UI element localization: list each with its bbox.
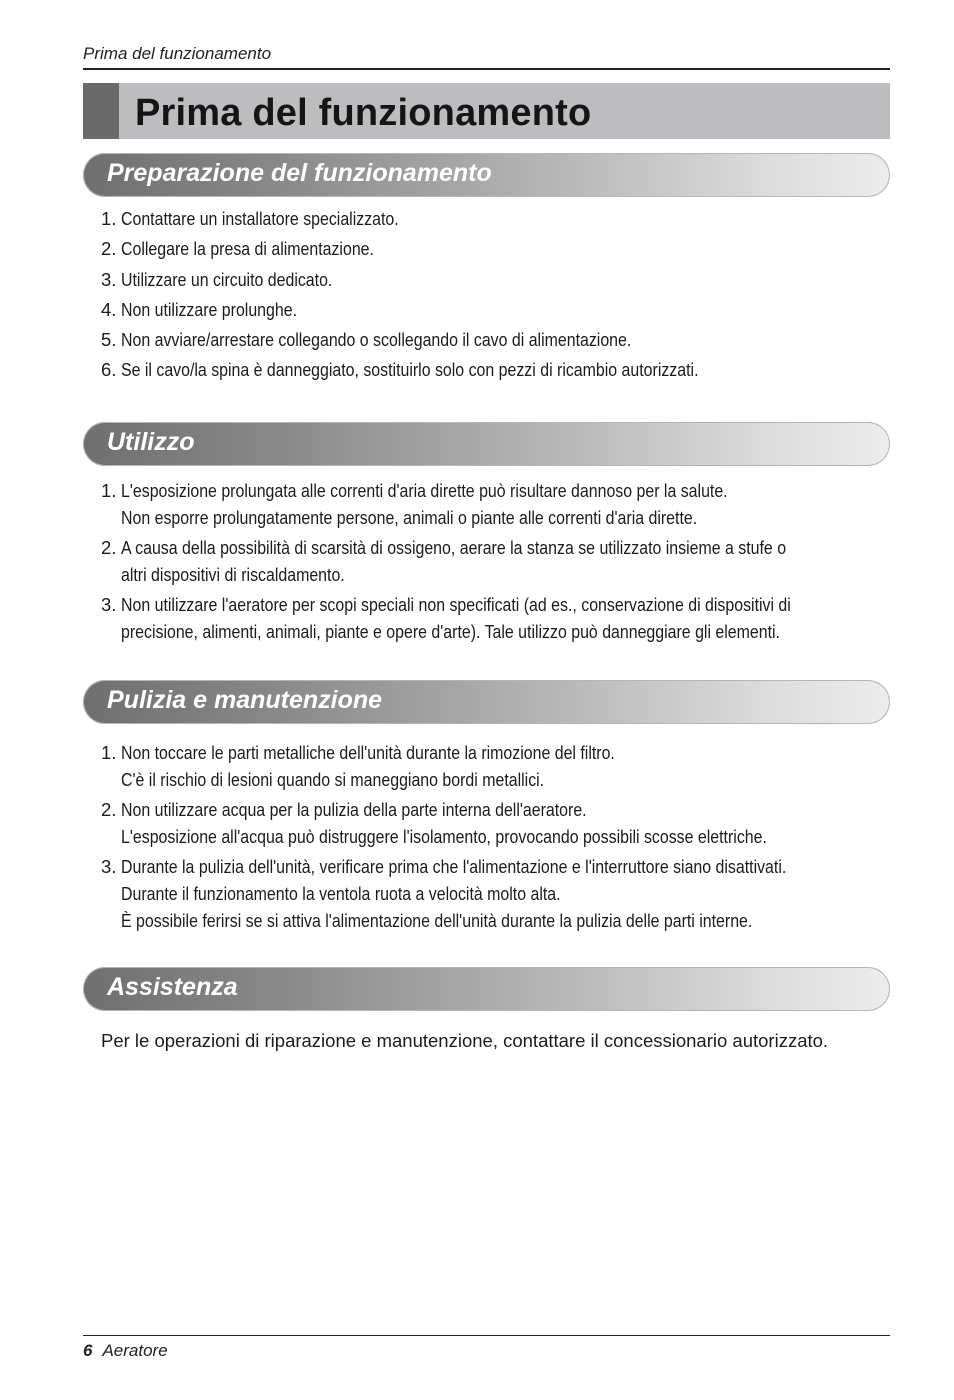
list-utilizzo [101, 477, 891, 648]
list-item: 3. Durante la pulizia dell'unità, verificare prima che l'alimentazione e l'interruttore siano disattivati. Durante il funzionamento la ventola ruota a velocità molto alta. È possibile ferirsi se si attiva l'alimentazione dell'unità durante la pulizia delle parti interne. [101, 856, 787, 931]
running-header: Prima del funzionamento [83, 44, 890, 70]
list-item: 1. Non toccare le parti metalliche dell'unità durante la rimozione del filtro. C'è il rischio di lesioni quando si maneggiano bordi metallici. [101, 742, 615, 790]
list-pulizia [101, 739, 891, 937]
section-header-assistenza [83, 967, 890, 1011]
page-title: Prima del funzionamento [135, 92, 592, 134]
assistenza-paragraph: Per le operazioni di riparazione e manutenzione, contattare il concessionario autorizzato. [101, 1030, 829, 1051]
list-item: 1. Contattare un installatore specializzato. [101, 208, 399, 229]
section-title: Assistenza [107, 973, 238, 1001]
list-item: 5. Non avviare/arrestare collegando o scollegando il cavo di alimentazione. [101, 329, 632, 351]
page-number: 6 [83, 1341, 93, 1360]
title-accent-block [83, 83, 119, 139]
list-item: 6. Se il cavo/la spina è danneggiato, sostituirlo solo con pezzi di ricambio autorizzati. [101, 359, 699, 381]
list-item: 2. Non utilizzare acqua per la pulizia della parte interna dell'aeratore. L'esposizione all'acqua può distruggere l'isolamento, provocando possibili scosse elettriche. [101, 799, 767, 847]
page-title-bar [83, 83, 890, 139]
section-header-pulizia [83, 680, 890, 724]
list-item: 4. Non utilizzare prolunghe. [101, 298, 298, 320]
footer [83, 1341, 168, 1361]
section-header-utilizzo [83, 422, 890, 466]
section-header-preparazione [83, 153, 890, 197]
section-title: Preparazione del funzionamento [107, 159, 492, 187]
list-item: 1. L'esposizione prolungata alle correnti d'aria dirette può risultare dannoso per la salute. Non esporre prolungatamente persone, animali o piante alle correnti d'aria dirette. [101, 480, 728, 528]
section-title: Utilizzo [107, 428, 195, 456]
footer-rule [83, 1335, 890, 1336]
list-preparazione [101, 204, 891, 386]
list-item: 2. Collegare la presa di alimentazione. [101, 238, 374, 260]
section-title: Pulizia e manutenzione [107, 686, 383, 714]
list-item: 2. A causa della possibilità di scarsità di ossigeno, aerare la stanza se utilizzato insieme a stufe o altri dispositivi di riscaldamento. [101, 537, 787, 585]
list-item: 3. Utilizzare un circuito dedicato. [101, 268, 333, 290]
footer-product: Aeratore [102, 1341, 168, 1360]
list-item: 3. Non utilizzare l'aeratore per scopi speciali non specificati (ad es., conservazione di dispositivi di precisione, alimenti, animali, piante e opere d'arte). Tale utilizzo può danneggiare gli elementi. [101, 594, 791, 642]
